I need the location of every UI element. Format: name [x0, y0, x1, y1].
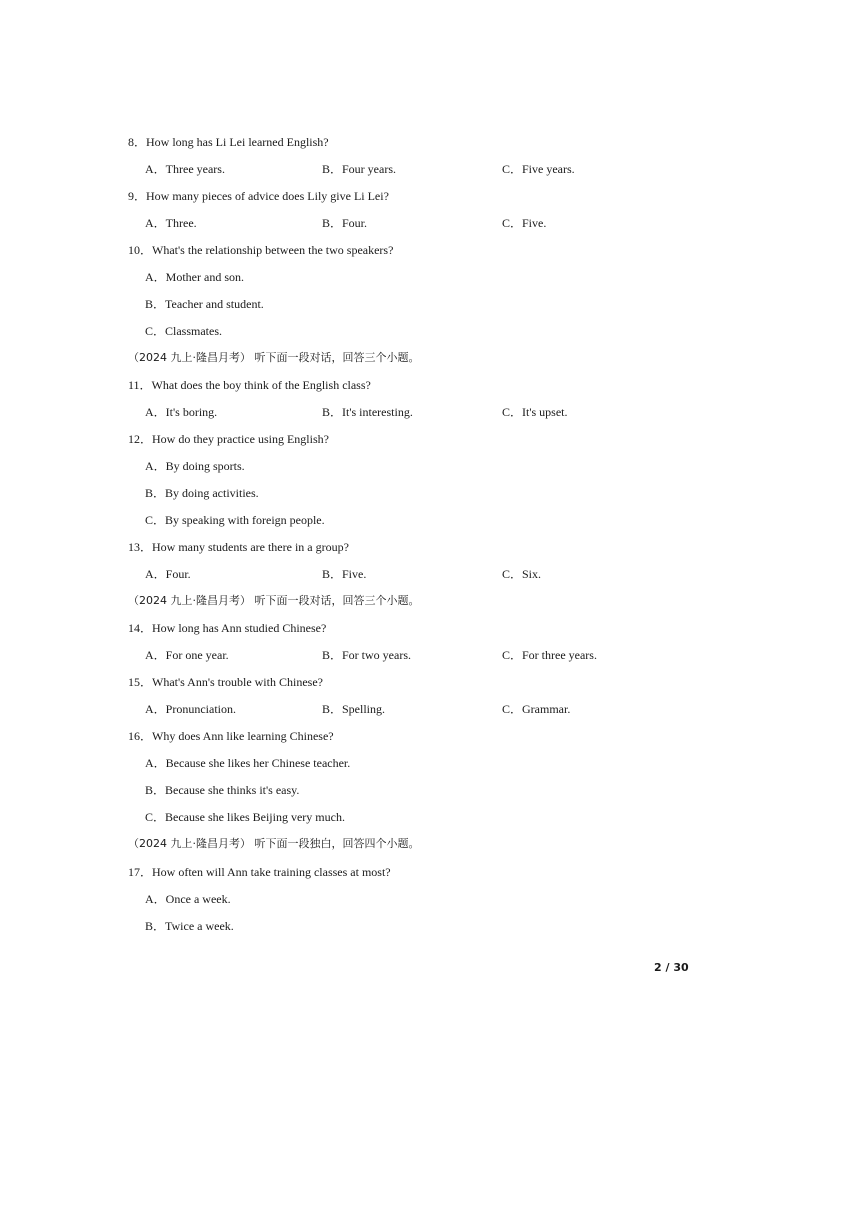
option-14a: A．For one year.: [145, 648, 229, 662]
section-heading-3: （2024 九上·隆昌月考） 听下面一段独白，回答四个小题。: [128, 837, 420, 850]
question-12: 12．How do they practice using English?: [128, 432, 329, 446]
option-12b: B．By doing activities.: [145, 486, 259, 500]
question-13: 13．How many students are there in a group?: [128, 540, 349, 554]
option-13b: B．Five.: [322, 567, 367, 581]
option-16c: C．Because she likes Beijing very much.: [145, 810, 345, 824]
question-17: 17．How often will Ann take training classes at most?: [128, 865, 391, 879]
option-15b: B．Spelling.: [322, 702, 386, 716]
option-12c: C．By speaking with foreign people.: [145, 513, 325, 527]
question-14: 14．How long has Ann studied Chinese?: [128, 621, 327, 635]
option-11b: B．It's interesting.: [322, 405, 413, 419]
option-8c: C．Five years.: [502, 162, 575, 176]
question-9: 9．How many pieces of advice does Lily give Li Lei?: [128, 189, 389, 203]
option-11a: A．It's boring.: [145, 405, 218, 419]
option-14c: C．For three years.: [502, 648, 597, 662]
option-8b: B．Four years.: [322, 162, 396, 176]
question-16: 16．Why does Ann like learning Chinese?: [128, 729, 334, 743]
option-10a: A．Mother and son.: [145, 270, 244, 284]
option-17b: B．Twice a week.: [145, 919, 234, 933]
option-8a: A．Three years.: [145, 162, 225, 176]
option-9a: A．Three.: [145, 216, 197, 230]
option-9c: C．Five.: [502, 216, 547, 230]
question-8: 8．How long has Li Lei learned English?: [128, 135, 329, 149]
section-heading-2: （2024 九上·隆昌月考） 听下面一段对话，回答三个小题。: [128, 594, 420, 607]
option-13a: A．Four.: [145, 567, 191, 581]
page-number: 2 / 30: [654, 961, 689, 974]
option-14b: B．For two years.: [322, 648, 411, 662]
question-10: 10．What's the relationship between the two speakers?: [128, 243, 394, 257]
option-15c: C．Grammar.: [502, 702, 571, 716]
option-16a: A．Because she likes her Chinese teacher.: [145, 756, 351, 770]
option-10b: B．Teacher and student.: [145, 297, 264, 311]
question-11: 11．What does the boy think of the English class?: [128, 378, 371, 392]
question-15: 15．What's Ann's trouble with Chinese?: [128, 675, 323, 689]
option-12a: A．By doing sports.: [145, 459, 245, 473]
option-15a: A．Pronunciation.: [145, 702, 236, 716]
option-10c: C．Classmates.: [145, 324, 222, 338]
option-16b: B．Because she thinks it's easy.: [145, 783, 300, 797]
option-9b: B．Four.: [322, 216, 368, 230]
option-13c: C．Six.: [502, 567, 542, 581]
option-11c: C．It's upset.: [502, 405, 568, 419]
option-17a: A．Once a week.: [145, 892, 231, 906]
section-heading-1: （2024 九上·隆昌月考） 听下面一段对话，回答三个小题。: [128, 351, 420, 364]
